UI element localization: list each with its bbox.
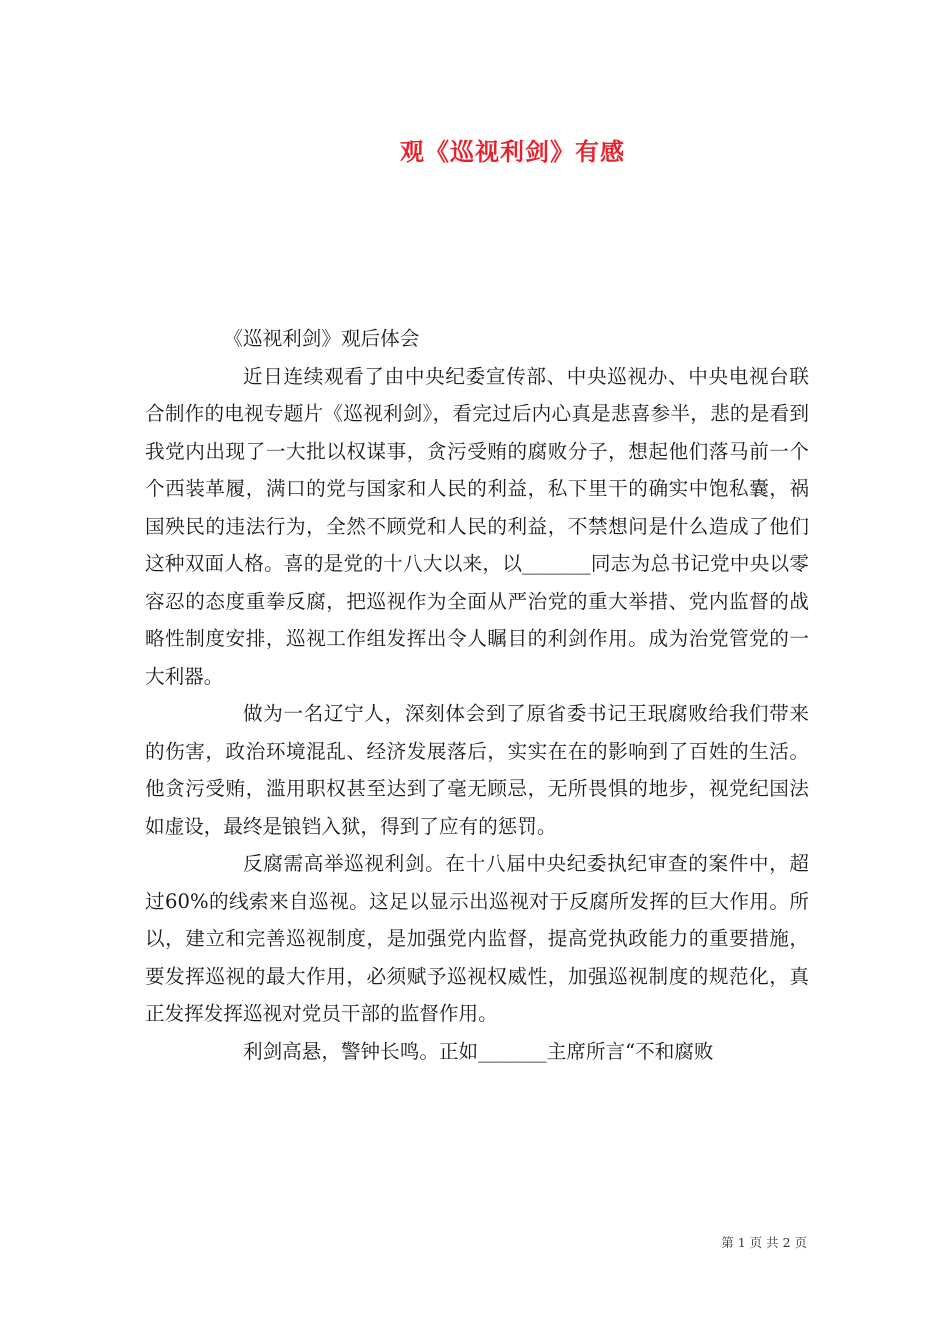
- document-body: [145, 320, 809, 1070]
- paragraph-2: 做为一名辽宁人，深刻体会到了原省委书记王珉腐败给我们带来的伤害，政治环境混乱、经济发展落后，实实在在的影响到了百姓的生活。他贪污受贿，滥用职权甚至达到了毫无顾忌，无所畏惧的地步，视党纪国法如虚设，最终是锒铛入狱，得到了应有的惩罚。: [145, 702, 809, 838]
- document-title: 观《巡视利剑》有感: [400, 137, 625, 166]
- document-subtitle: 《巡视利剑》观后体会: [223, 327, 420, 350]
- paragraph-3: 反腐需高举巡视利剑。在十八届中央纪委执纪审查的案件中，超过60%的线索来自巡视。这足以显示出巡视对于反腐所发挥的巨大作用。所以，建立和完善巡视制度，是加强党内监督，提高党执政能力的重要措施，要发挥巡视的最大作用，必须赋予巡视权威性，加强巡视制度的规范化，真正发挥发挥巡视对党员干部的监督作用。: [145, 852, 809, 1025]
- page-number-footer: 第 1 页 共 2 页: [721, 1235, 807, 1250]
- paragraph-4: 利剑高悬，警钟长鸣。正如_______主席所言“不和腐败: [243, 1039, 714, 1063]
- paragraph-1: 近日连续观看了由中央纪委宣传部、中央巡视办、中央电视台联合制作的电视专题片《巡视利剑》，看完过后内心真是悲喜参半，悲的是看到我党内出现了一大批以权谋事，贪污受贿的腐败分子，想起他们落马前一个个西装革履，满口的党与国家和人民的利益，私下里干的确实中饱私囊，祸国殃民的违法行为，全然不顾党和人民的利益，不禁想问是什么造成了他们这种双面人格。喜的是党的十八大以来，以_______同志为总书记党中央以零容忍的态度重拳反腐，把巡视作为全面从严治党的重大举措、党内监督的战略性制度安排，巡视工作组发挥出令人瞩目的利剑作用。成为治党管党的一大利器。: [145, 364, 809, 688]
